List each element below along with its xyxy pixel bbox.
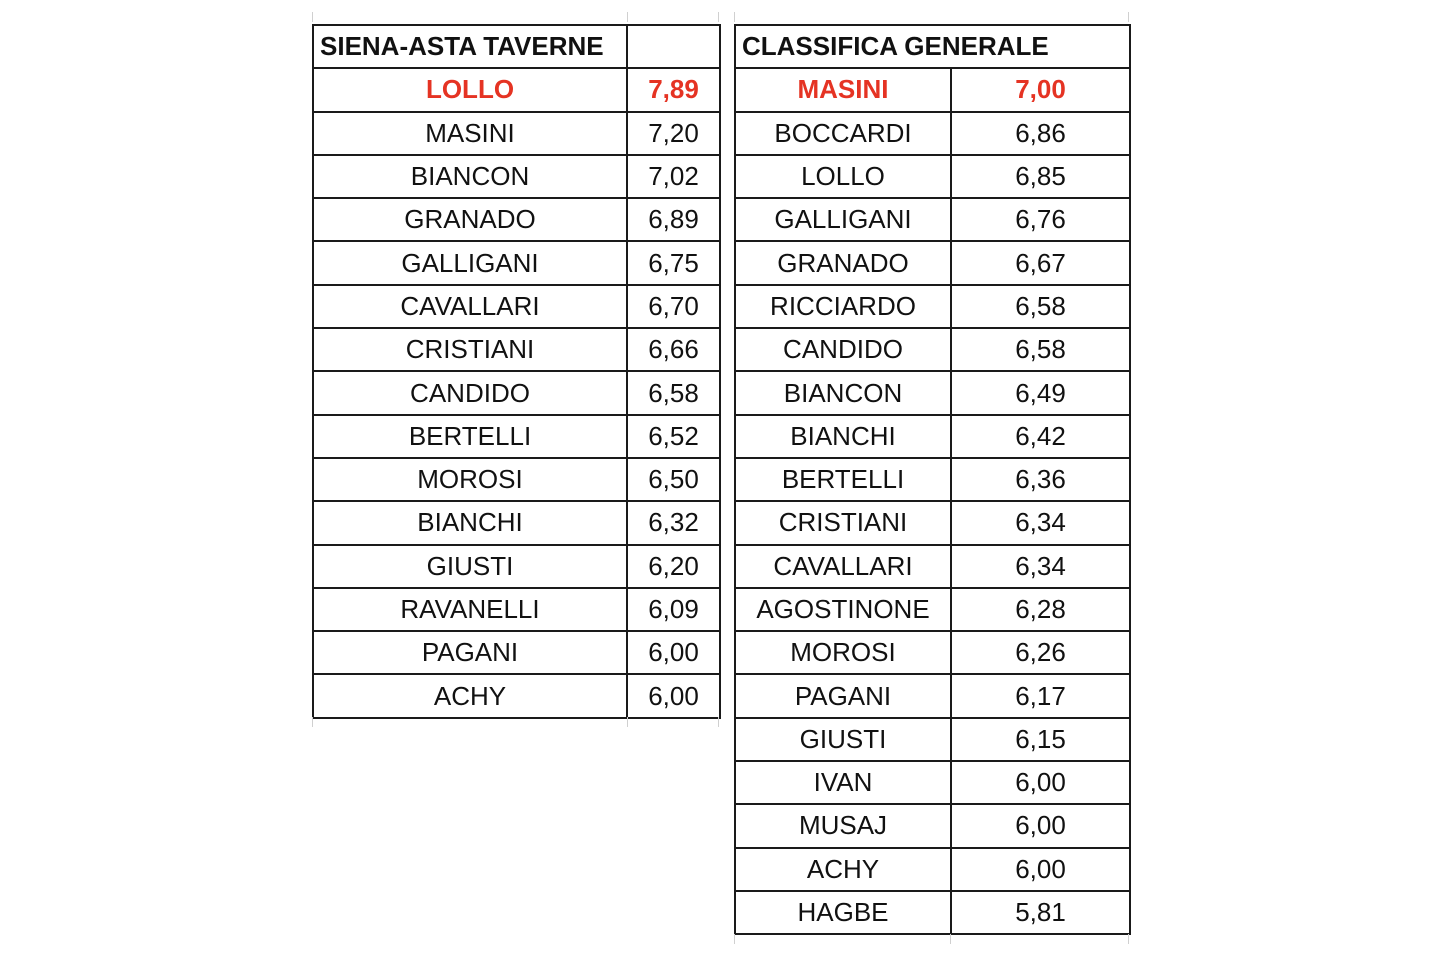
player-name-cell[interactable]: PAGANI xyxy=(735,674,951,717)
grid-tick xyxy=(312,717,313,727)
grid-tick xyxy=(734,12,735,22)
player-name-cell[interactable]: CAVALLARI xyxy=(735,545,951,588)
player-name-cell[interactable]: LOLLO xyxy=(735,155,951,198)
header-empty-cell[interactable] xyxy=(627,25,720,68)
grid-tick xyxy=(1128,12,1129,22)
table-row xyxy=(735,328,1130,371)
table-header-row xyxy=(735,25,1130,68)
table-row xyxy=(735,198,1130,241)
grid-tick xyxy=(950,934,951,944)
player-name-cell[interactable]: BIANCON xyxy=(735,371,951,414)
player-score-cell[interactable]: 6,50 xyxy=(627,458,720,501)
table-row xyxy=(313,371,720,414)
table-row xyxy=(313,415,720,458)
table-row xyxy=(313,285,720,328)
table-row xyxy=(735,458,1130,501)
table-row xyxy=(735,631,1130,674)
table-row xyxy=(735,761,1130,804)
table-row xyxy=(313,631,720,674)
player-name-cell[interactable]: MOROSI xyxy=(313,458,627,501)
table-title[interactable]: CLASSIFICA GENERALE xyxy=(735,25,1130,68)
player-score-cell[interactable]: 7,20 xyxy=(627,112,720,155)
player-score-cell[interactable]: 6,00 xyxy=(951,848,1130,891)
player-score-cell[interactable]: 6,20 xyxy=(627,545,720,588)
grid-tick xyxy=(718,12,719,22)
table-row xyxy=(735,371,1130,414)
player-name-cell[interactable]: BERTELLI xyxy=(313,415,627,458)
player-name-cell[interactable]: IVAN xyxy=(735,761,951,804)
player-score-cell[interactable]: 6,32 xyxy=(627,501,720,544)
player-name-cell[interactable]: PAGANI xyxy=(313,631,627,674)
player-score-cell[interactable]: 6,89 xyxy=(627,198,720,241)
table-row xyxy=(735,285,1130,328)
player-name-cell[interactable]: ACHY xyxy=(735,848,951,891)
player-score-cell[interactable]: 6,15 xyxy=(951,718,1130,761)
table-row xyxy=(313,328,720,371)
player-name-cell[interactable]: AGOSTINONE xyxy=(735,588,951,631)
table-row xyxy=(735,68,1130,111)
player-score-cell[interactable]: 6,42 xyxy=(951,415,1130,458)
player-score-cell[interactable]: 6,58 xyxy=(627,371,720,414)
table-row xyxy=(735,804,1130,847)
table-row xyxy=(735,848,1130,891)
player-name-cell[interactable]: RICCIARDO xyxy=(735,285,951,328)
player-score-cell[interactable]: 6,66 xyxy=(627,328,720,371)
player-score-cell[interactable]: 6,85 xyxy=(951,155,1130,198)
player-score-cell[interactable]: 6,75 xyxy=(627,241,720,284)
player-score-cell[interactable]: 6,34 xyxy=(951,501,1130,544)
player-name-cell[interactable]: BIANCON xyxy=(313,155,627,198)
player-name-cell[interactable]: CANDIDO xyxy=(313,371,627,414)
table-row xyxy=(313,198,720,241)
player-name-cell[interactable]: RAVANELLI xyxy=(313,588,627,631)
table-row xyxy=(735,588,1130,631)
table-row xyxy=(735,718,1130,761)
player-name-cell[interactable]: BERTELLI xyxy=(735,458,951,501)
player-name-cell[interactable]: MOROSI xyxy=(735,631,951,674)
player-score-cell[interactable]: 6,00 xyxy=(951,761,1130,804)
player-score-cell[interactable]: 7,02 xyxy=(627,155,720,198)
table-row xyxy=(735,415,1130,458)
player-score-cell[interactable]: 6,58 xyxy=(951,328,1130,371)
table-row xyxy=(313,458,720,501)
player-name-cell[interactable]: CANDIDO xyxy=(735,328,951,371)
table-row xyxy=(313,501,720,544)
grid-tick xyxy=(1128,934,1129,944)
player-score-cell[interactable]: 7,89 xyxy=(627,68,720,111)
grid-tick xyxy=(734,934,735,944)
player-name-cell[interactable]: BIANCHI xyxy=(735,415,951,458)
player-name-cell[interactable]: MASINI xyxy=(313,112,627,155)
player-name-cell[interactable]: BOCCARDI xyxy=(735,112,951,155)
player-score-cell[interactable]: 5,81 xyxy=(951,891,1130,934)
grid-tick xyxy=(627,717,628,727)
player-name-cell[interactable]: LOLLO xyxy=(313,68,627,111)
grid-tick xyxy=(627,12,628,22)
table-row xyxy=(735,501,1130,544)
table-row xyxy=(735,545,1130,588)
player-score-cell[interactable]: 6,17 xyxy=(951,674,1130,717)
table-row xyxy=(313,674,720,717)
player-name-cell[interactable]: GRANADO xyxy=(735,241,951,284)
table-row xyxy=(735,891,1130,934)
table-row xyxy=(313,241,720,284)
table-row xyxy=(735,674,1130,717)
player-name-cell[interactable]: GALLIGANI xyxy=(735,198,951,241)
player-score-cell[interactable]: 6,67 xyxy=(951,241,1130,284)
table-row xyxy=(313,112,720,155)
player-score-cell[interactable]: 6,86 xyxy=(951,112,1130,155)
player-name-cell[interactable]: GIUSTI xyxy=(313,545,627,588)
player-score-cell[interactable]: 6,00 xyxy=(627,674,720,717)
player-name-cell[interactable]: MUSAJ xyxy=(735,804,951,847)
player-score-cell[interactable]: 6,36 xyxy=(951,458,1130,501)
grid-tick xyxy=(718,717,719,727)
player-score-cell[interactable]: 6,49 xyxy=(951,371,1130,414)
table-row xyxy=(313,155,720,198)
player-score-cell[interactable]: 6,70 xyxy=(627,285,720,328)
player-score-cell[interactable]: 7,00 xyxy=(951,68,1130,111)
grid-tick xyxy=(312,12,313,22)
classifica-generale-table xyxy=(734,24,1131,935)
player-score-cell[interactable]: 6,52 xyxy=(627,415,720,458)
player-name-cell[interactable]: HAGBE xyxy=(735,891,951,934)
player-score-cell[interactable]: 6,00 xyxy=(951,804,1130,847)
siena-asta-taverne-table xyxy=(312,24,721,719)
player-score-cell[interactable]: 6,00 xyxy=(627,631,720,674)
player-name-cell[interactable]: BIANCHI xyxy=(313,501,627,544)
player-name-cell[interactable]: CRISTIANI xyxy=(735,501,951,544)
table-row xyxy=(735,112,1130,155)
player-name-cell[interactable]: MASINI xyxy=(735,68,951,111)
player-name-cell[interactable]: CRISTIANI xyxy=(313,328,627,371)
player-score-cell[interactable]: 6,58 xyxy=(951,285,1130,328)
table-title[interactable]: SIENA-ASTA TAVERNE xyxy=(313,25,627,68)
player-name-cell[interactable]: GIUSTI xyxy=(735,718,951,761)
player-name-cell[interactable]: CAVALLARI xyxy=(313,285,627,328)
player-name-cell[interactable]: GRANADO xyxy=(313,198,627,241)
player-score-cell[interactable]: 6,26 xyxy=(951,631,1130,674)
player-name-cell[interactable]: ACHY xyxy=(313,674,627,717)
table-header-row xyxy=(313,25,720,68)
player-score-cell[interactable]: 6,28 xyxy=(951,588,1130,631)
player-score-cell[interactable]: 6,76 xyxy=(951,198,1130,241)
player-score-cell[interactable]: 6,34 xyxy=(951,545,1130,588)
table-row xyxy=(313,545,720,588)
player-score-cell[interactable]: 6,09 xyxy=(627,588,720,631)
table-row xyxy=(313,68,720,111)
table-row xyxy=(735,241,1130,284)
player-name-cell[interactable]: GALLIGANI xyxy=(313,241,627,284)
table-row xyxy=(735,155,1130,198)
table-row xyxy=(313,588,720,631)
